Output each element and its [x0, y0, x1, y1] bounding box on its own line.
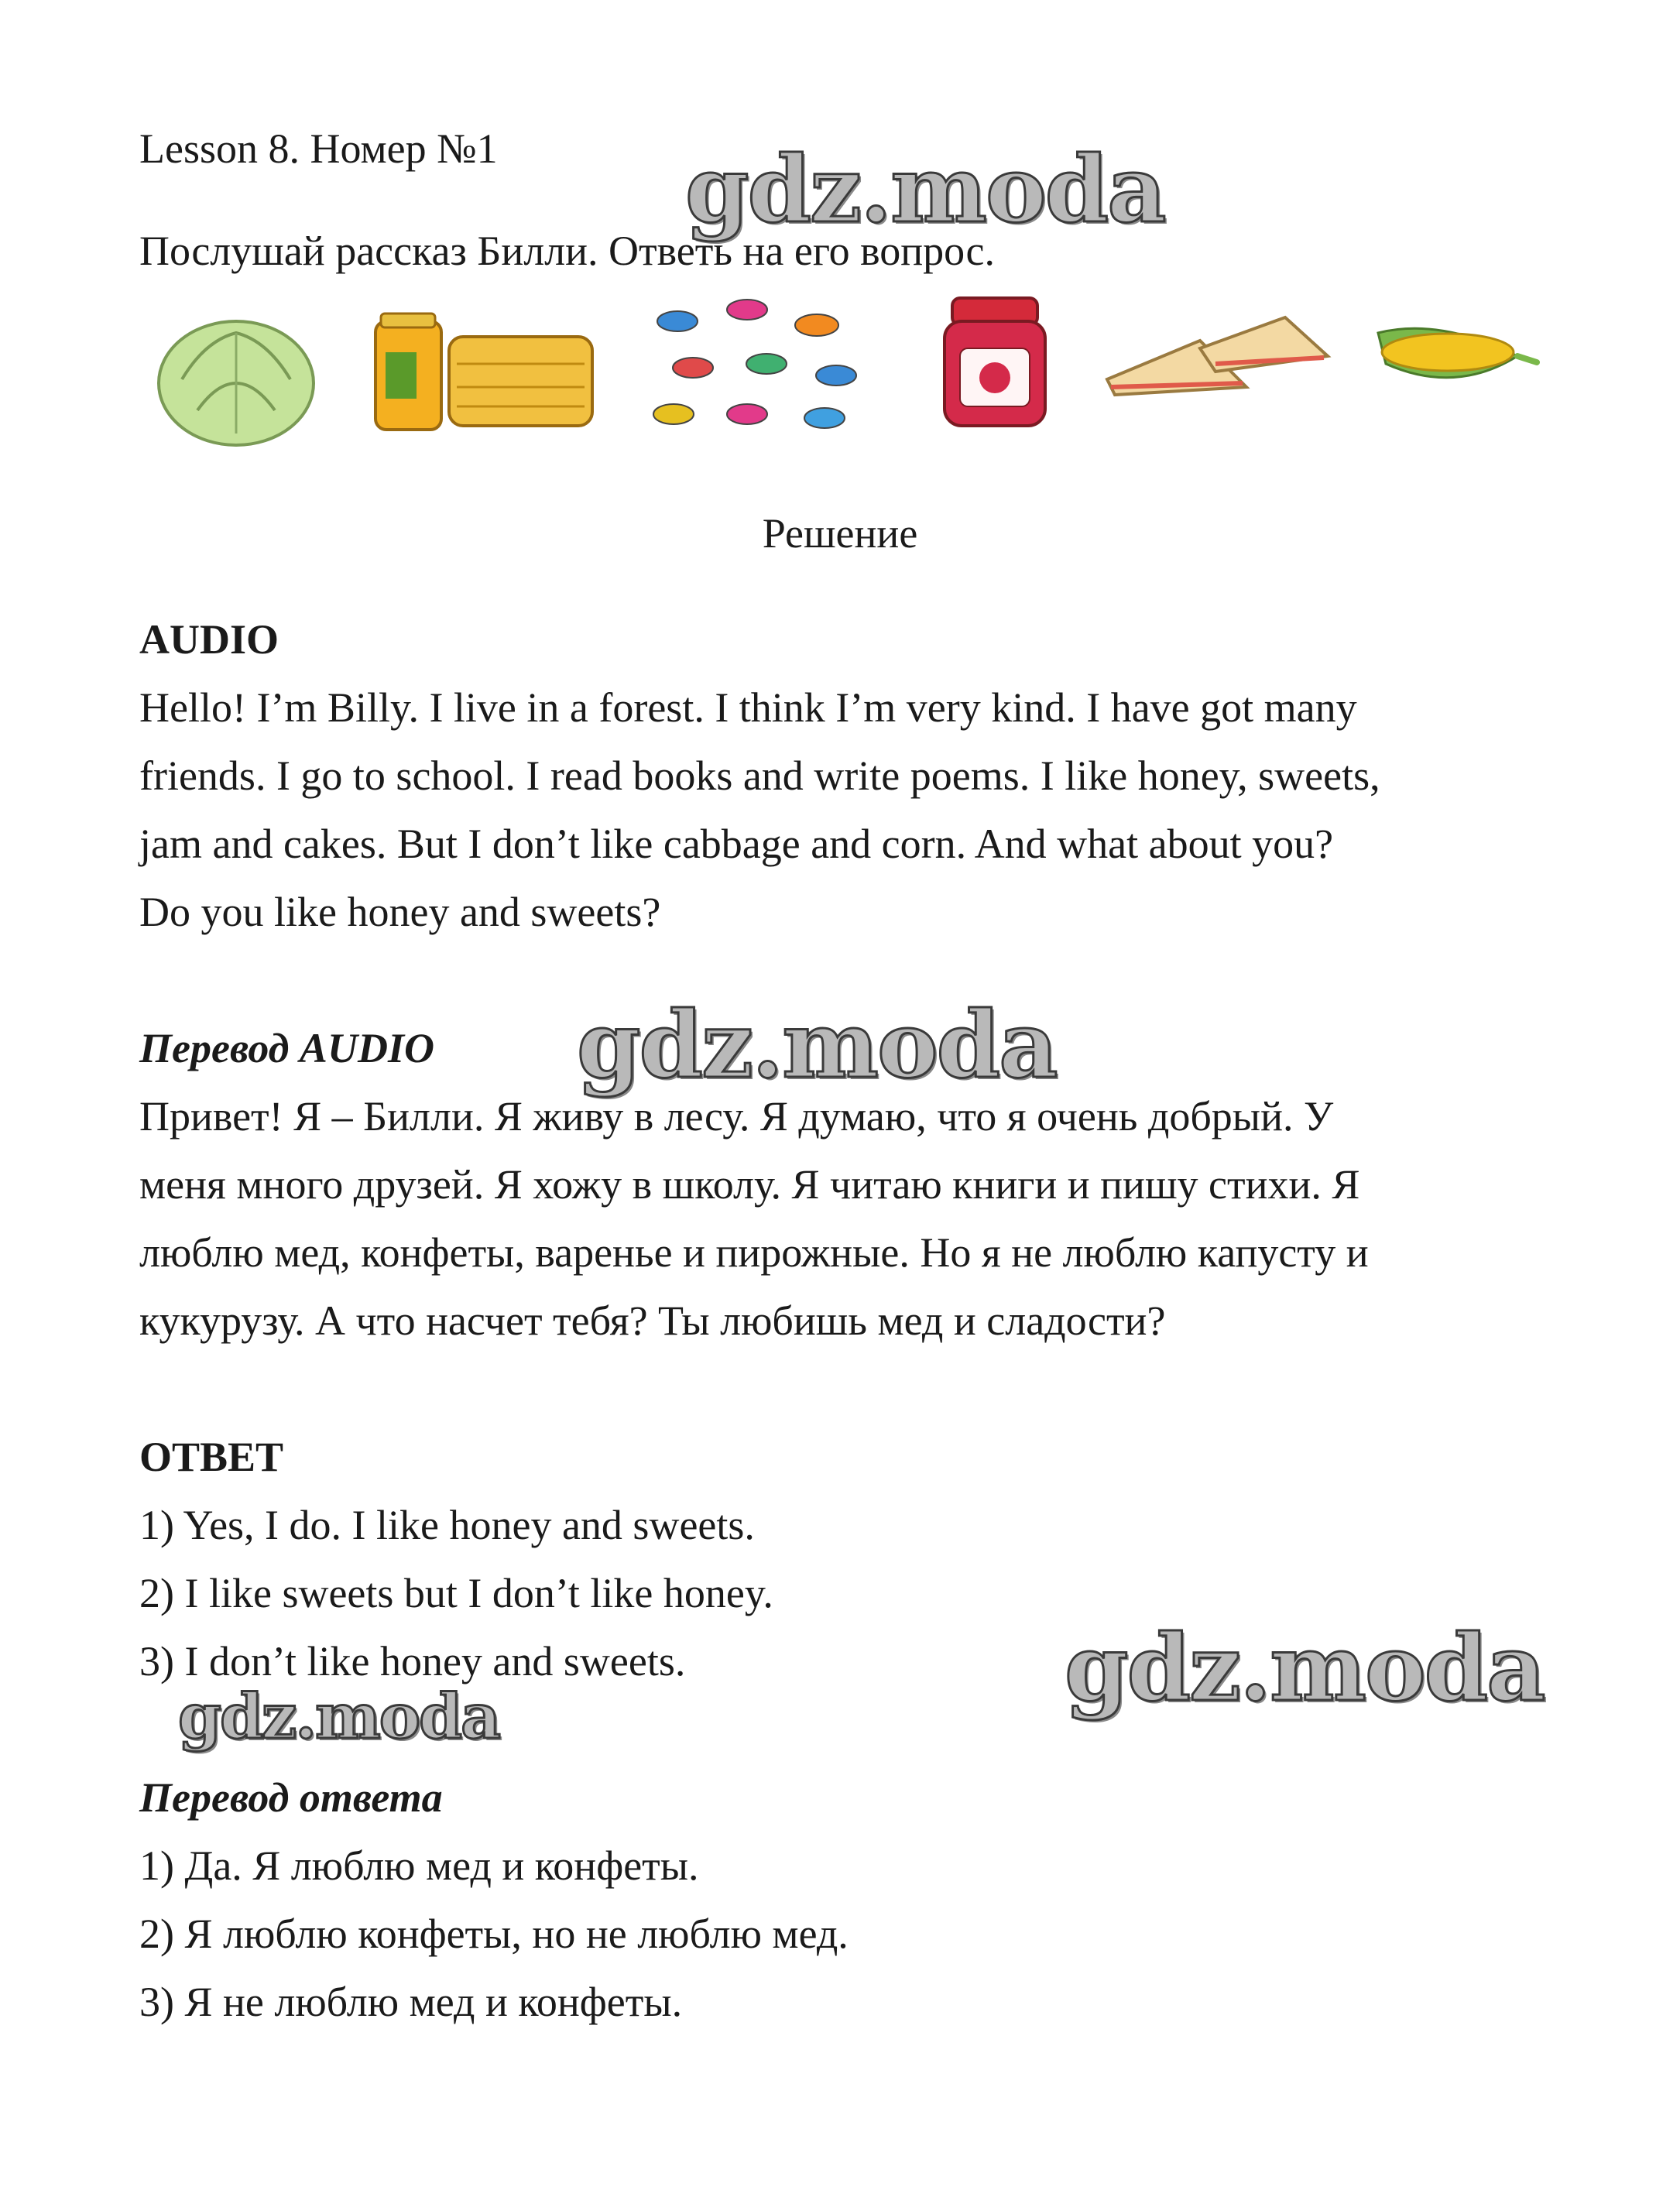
watermark: gdz.moda: [178, 1680, 499, 1753]
answer-list: [139, 1491, 773, 1695]
sandwich-icon: [1099, 310, 1332, 410]
answer-translation-list: [139, 1832, 849, 2036]
audio-translation-heading: Перевод AUDIO: [139, 1025, 434, 1071]
audio-line: jam and cakes. But I don’t like cabbage and corn. And what about you?: [139, 821, 1334, 867]
answer-translation-heading: Перевод ответа: [139, 1774, 443, 1821]
answer-item: 3) I don’t like honey and sweets.: [139, 1638, 686, 1684]
task-instruction: Послушай рассказ Билли. Ответь на его вопрос.: [139, 228, 995, 274]
audio-text: [139, 673, 1380, 946]
watermark: gdz.moda: [1065, 1614, 1545, 1722]
answer-item: 2) I like sweets but I don’t like honey.: [139, 1570, 773, 1616]
audio-line: friends. I go to school. I read books and write poems. I like honey, sweets,: [139, 752, 1380, 799]
audio-translation-text: [139, 1082, 1369, 1355]
lesson-title: Lesson 8. Номер №1: [139, 125, 498, 172]
answer-translation-item: 1) Да. Я люблю мед и конфеты.: [139, 1842, 699, 1889]
watermark: gdz.moda: [685, 135, 1165, 243]
answer-translation-item: 2) Я люблю конфеты, но не люблю мед.: [139, 1911, 849, 1957]
jam-icon: [937, 294, 1053, 430]
audio-translation-line: меня много друзей. Я хожу в школу. Я читаю книги и пишу стихи. Я: [139, 1161, 1360, 1208]
solution-title: Решение: [762, 510, 918, 557]
audio-translation-line: кукурузу. А что насчет тебя? Ты любишь мед и сладости?: [139, 1297, 1166, 1344]
watermark: gdz.moda: [577, 991, 1057, 1098]
sweets-icon: [639, 290, 871, 437]
audio-line: Do you like honey and sweets?: [139, 889, 661, 935]
answer-heading: ОТВЕТ: [139, 1434, 284, 1480]
answer-item: 1) Yes, I do. I like honey and sweets.: [139, 1502, 755, 1548]
cabbage-icon: [151, 310, 321, 449]
audio-heading: AUDIO: [139, 616, 279, 663]
audio-translation-line: люблю мед, конфеты, варенье и пирожные. Но я не люблю капусту и: [139, 1229, 1369, 1276]
audio-line: Hello! I’m Billy. I live in a forest. I think I’m very kind. I have got many: [139, 684, 1357, 731]
corn-icon: [1370, 310, 1541, 395]
audio-translation-line: Привет! Я – Билли. Я живу в лесу. Я думаю, что я очень добрый. У: [139, 1093, 1334, 1140]
answer-translation-item: 3) Я не люблю мед и конфеты.: [139, 1979, 683, 2025]
honey-icon: [372, 310, 596, 434]
